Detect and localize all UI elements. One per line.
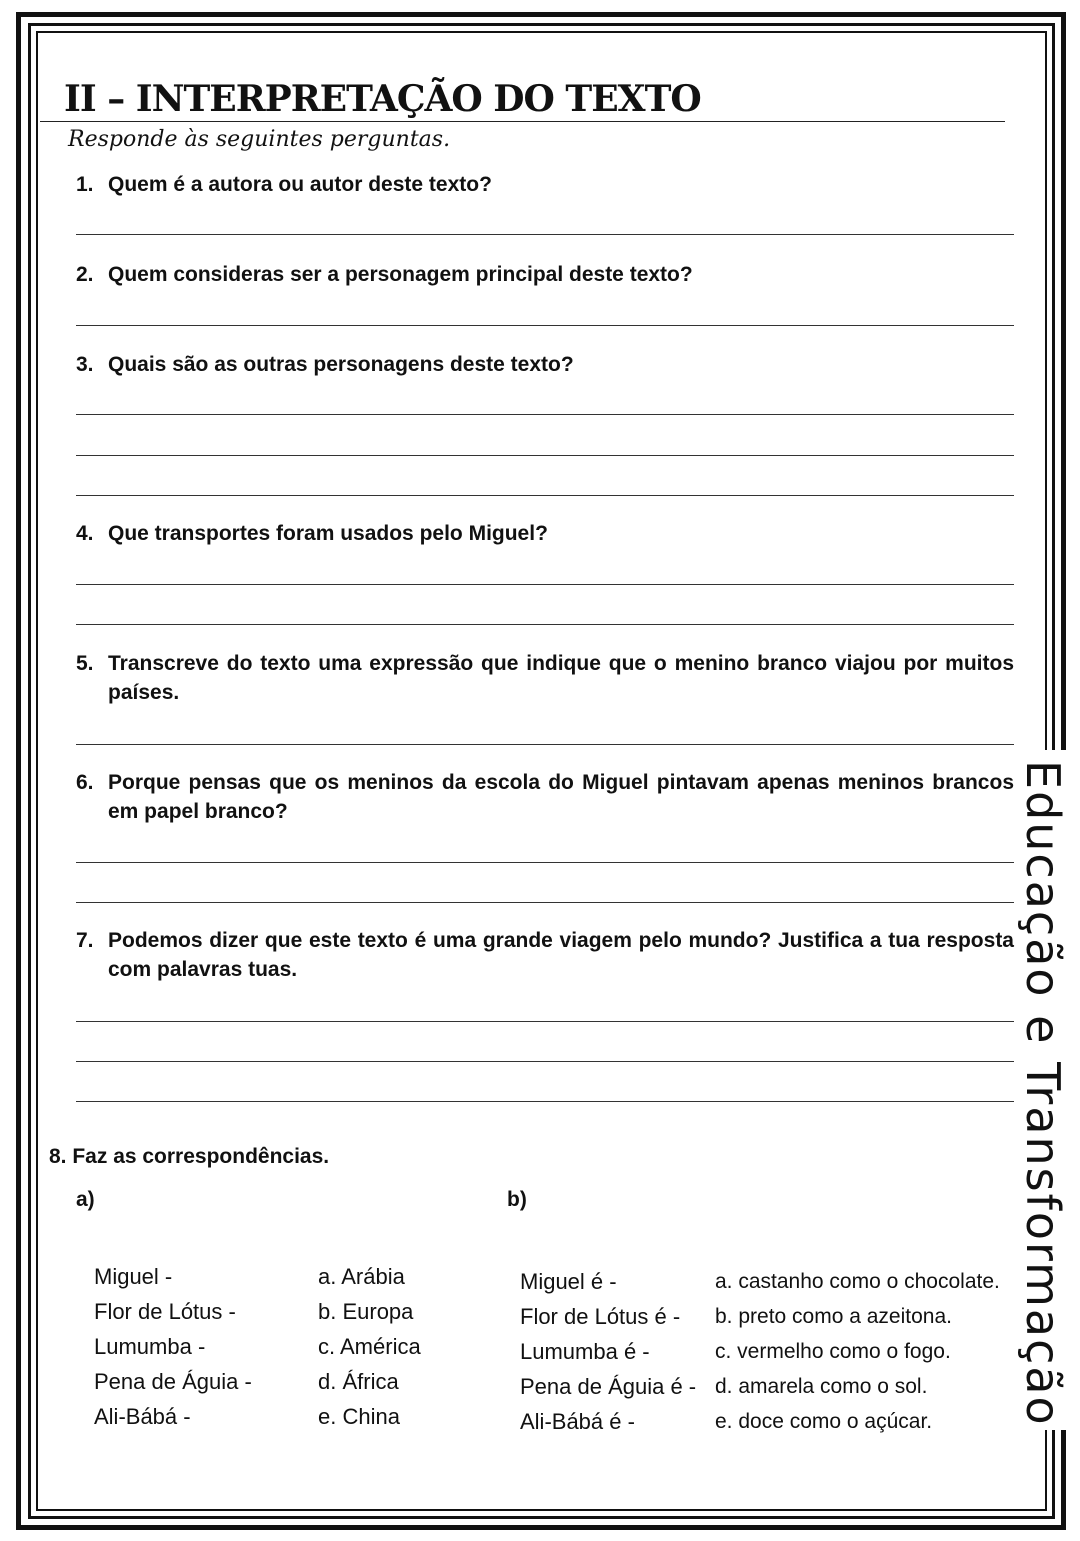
match-item[interactable]: Miguel é - [520, 1269, 617, 1294]
question-3 [76, 350, 1014, 379]
part-b-label: b) [507, 1188, 527, 1211]
section-title: II – INTERPRETAÇÃO DO TEXTO [64, 78, 701, 120]
answer-line[interactable] [76, 455, 1014, 456]
match-item[interactable]: Lumumba - [94, 1334, 206, 1359]
question-2 [76, 260, 1014, 289]
question-text: Quem consideras ser a personagem principal deste texto? [108, 263, 693, 286]
match-item[interactable]: Pena de Águia - [94, 1369, 252, 1394]
matching-title: 8. Faz as correspondências. [49, 1145, 330, 1168]
answer-line[interactable] [76, 744, 1014, 745]
match-item[interactable]: Miguel - [94, 1264, 173, 1289]
title-underline [40, 121, 1005, 122]
match-option[interactable]: a. Arábia [318, 1264, 405, 1289]
match-item[interactable]: Flor de Lótus é - [520, 1304, 681, 1329]
question-6 [76, 768, 1014, 826]
question-number: 2. [76, 263, 94, 286]
question-number: 7. [76, 929, 94, 952]
part-a-label: a) [76, 1188, 95, 1211]
question-text: Que transportes foram usados pelo Miguel? [108, 522, 548, 545]
question-text: Transcreve do texto uma expressão que indique que o menino branco viajou por muitos países. [108, 652, 1014, 704]
match-option[interactable]: b. Europa [318, 1299, 414, 1324]
answer-line[interactable] [76, 584, 1014, 585]
answer-line[interactable] [76, 624, 1014, 625]
match-option[interactable]: b. preto como a azeitona. [715, 1305, 952, 1328]
answer-line[interactable] [76, 1021, 1014, 1022]
answer-line[interactable] [76, 495, 1014, 496]
answer-line[interactable] [76, 234, 1014, 235]
match-option[interactable]: c. vermelho como o fogo. [715, 1340, 951, 1363]
answer-line[interactable] [76, 325, 1014, 326]
question-text: Porque pensas que os meninos da escola do Miguel pintavam apenas meninos brancos em papel branco? [108, 771, 1014, 823]
answer-line[interactable] [76, 1101, 1014, 1102]
question-text: Podemos dizer que este texto é uma grande viagem pelo mundo? Justifica a tua resposta com palavras tuas. [108, 929, 1014, 981]
question-number: 6. [76, 771, 94, 794]
match-option[interactable]: d. África [318, 1369, 399, 1394]
question-text: Quem é a autora ou autor deste texto? [108, 173, 492, 196]
answer-line[interactable] [76, 862, 1014, 863]
part-b-options [715, 1264, 1000, 1439]
question-number: 5. [76, 652, 94, 675]
question-7 [76, 926, 1014, 984]
answer-line[interactable] [76, 1061, 1014, 1062]
match-item[interactable]: Flor de Lótus - [94, 1299, 236, 1324]
question-number: 1. [76, 173, 94, 196]
part-b-names [520, 1264, 696, 1439]
match-item[interactable]: Lumumba é - [520, 1339, 650, 1364]
side-brand-text: Educação e Transformação [1016, 760, 1070, 1427]
match-item[interactable]: Pena de Águia é - [520, 1374, 697, 1399]
match-option[interactable]: e. doce como o açúcar. [715, 1410, 933, 1433]
match-option[interactable]: c. América [318, 1334, 421, 1359]
match-option[interactable]: e. China [318, 1404, 400, 1429]
question-number: 3. [76, 353, 94, 376]
question-4 [76, 519, 1014, 548]
match-item[interactable]: Ali-Bábá - [94, 1404, 191, 1429]
question-5 [76, 649, 1014, 707]
question-text: Quais são as outras personagens deste texto? [108, 353, 574, 376]
question-number: 4. [76, 522, 94, 545]
answer-line[interactable] [76, 414, 1014, 415]
match-option[interactable]: d. amarela como o sol. [715, 1375, 928, 1398]
instructions: Responde às seguintes perguntas. [68, 127, 451, 152]
side-brand [1010, 750, 1080, 1430]
answer-line[interactable] [76, 902, 1014, 903]
question-1 [76, 170, 1014, 199]
match-item[interactable]: Ali-Bábá é - [520, 1409, 635, 1434]
part-a-options [318, 1259, 421, 1434]
part-a-names [94, 1259, 252, 1434]
match-option[interactable]: a. castanho como o chocolate. [715, 1270, 1000, 1293]
